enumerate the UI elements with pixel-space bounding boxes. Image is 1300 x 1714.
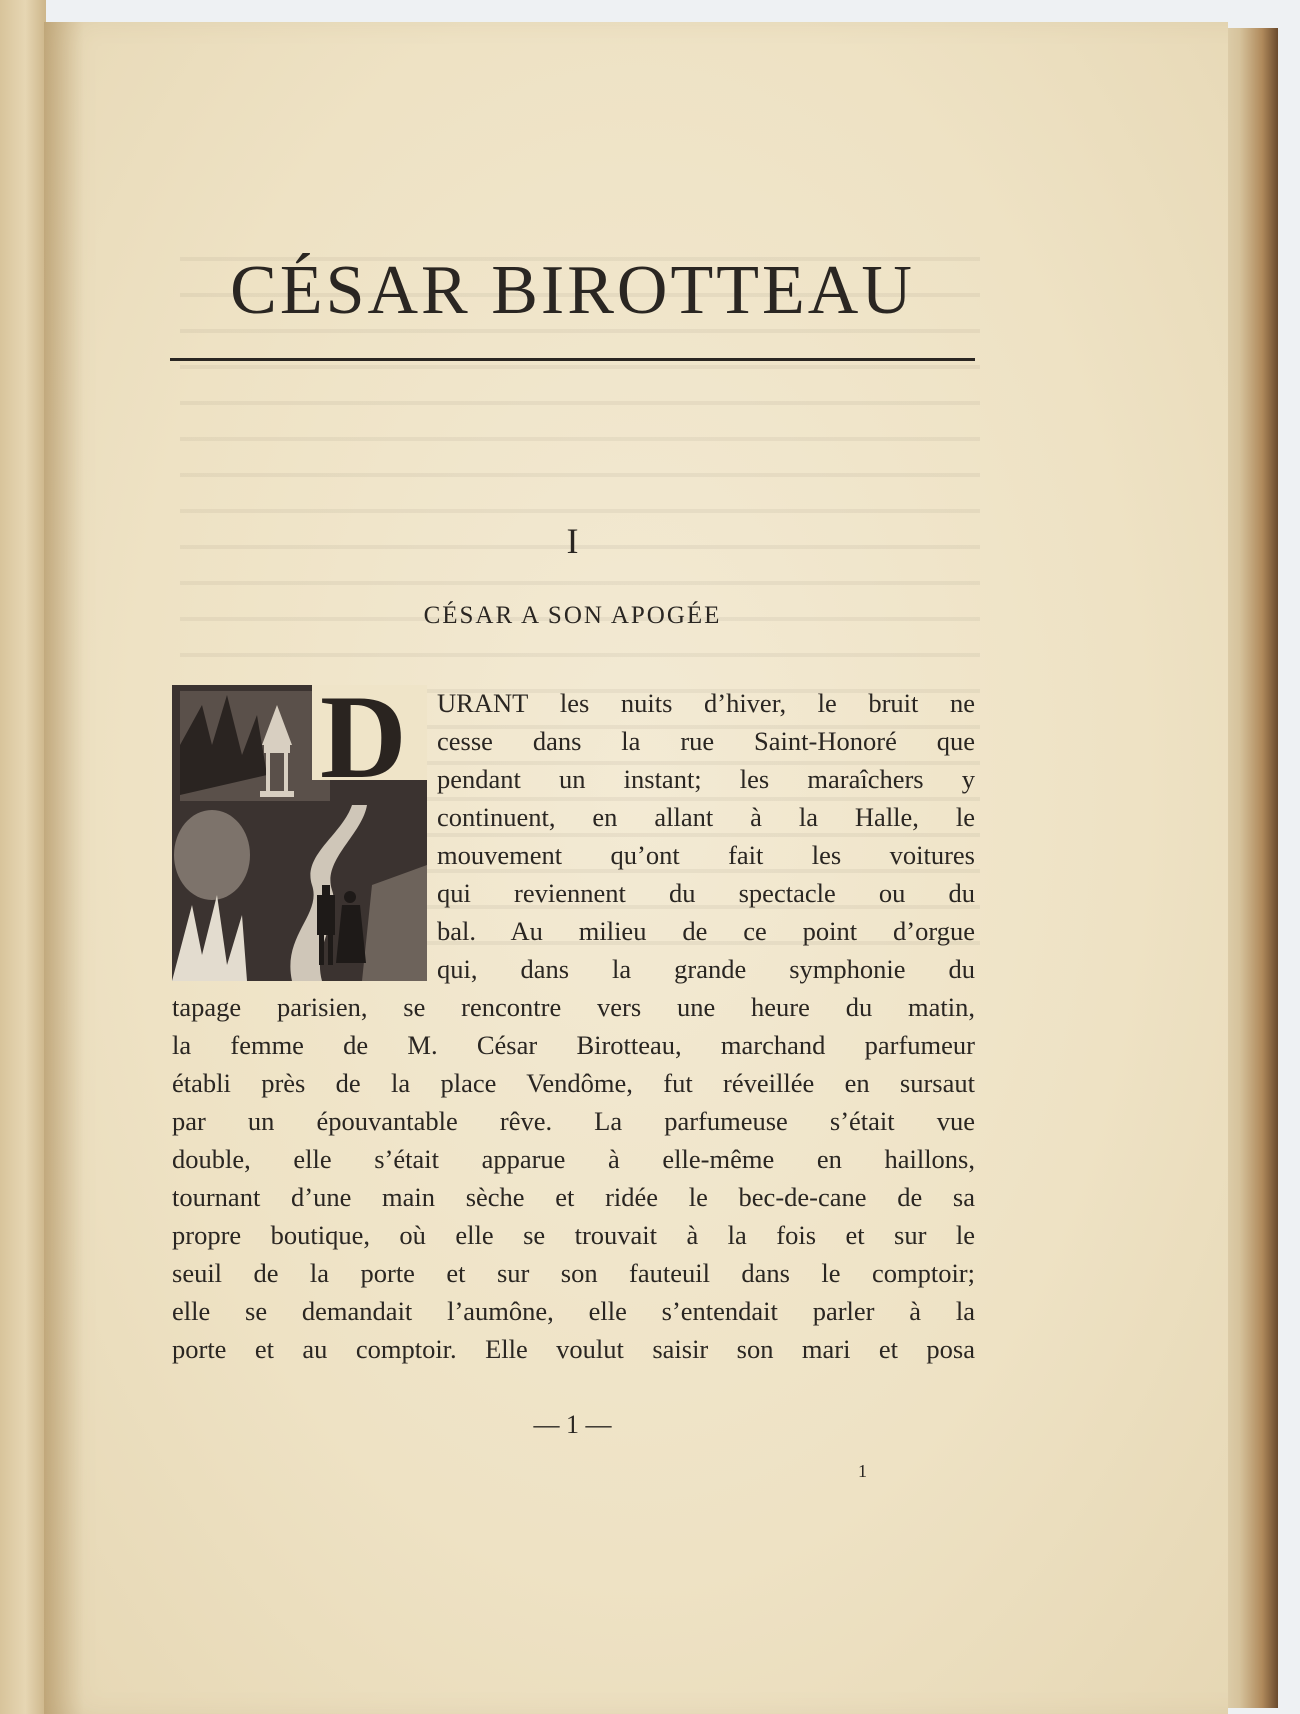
text-line-11: établi près de la place Vendôme, fut réveillée en sursaut xyxy=(172,1068,975,1098)
text-line-2: cesse dans la rue Saint-Honoré que xyxy=(437,726,975,756)
chapter-number: I xyxy=(566,521,579,561)
book-left-edge xyxy=(0,0,46,1714)
text-line-9: tapage parisien, se rencontre vers une heure du matin, xyxy=(172,992,975,1022)
chapter-title: CÉSAR A SON APOGÉE xyxy=(423,602,722,629)
drop-cap-illustration xyxy=(172,685,427,981)
text-line-10: la femme de M. César Birotteau, marchand parfumeur xyxy=(172,1030,975,1060)
signature-mark: 1 xyxy=(858,1461,867,1481)
text-line-8: qui, dans la grande symphonie du xyxy=(437,954,975,984)
text-line-13: double, elle s’était apparue à elle-même en haillons, xyxy=(172,1144,975,1174)
page-folio: — 1 — xyxy=(533,1410,612,1439)
page-gutter-shadow xyxy=(44,22,84,1714)
text-line-16: seuil de la porte et sur son fauteuil dans le comptoir; xyxy=(172,1258,975,1288)
drop-cap-letter: D xyxy=(320,685,407,803)
title-rule xyxy=(170,358,975,361)
first-word-small-caps: URANT xyxy=(437,688,529,718)
text-line-4: continuent, en allant à la Halle, le xyxy=(437,802,975,832)
book-title: CÉSAR BIROTTEAU xyxy=(230,252,915,329)
text-line-3: pendant un instant; les maraîchers y xyxy=(437,764,975,794)
text-line-17: elle se demandait l’aumône, elle s’entendait parler à la xyxy=(172,1296,975,1326)
text-line-14: tournant d’une main sèche et ridée le bec-de-cane de sa xyxy=(172,1182,975,1212)
text-line-7: bal. Au milieu de ce point d’orgue xyxy=(437,916,975,946)
text-line-1-rest: les nuits d’hiver, le bruit ne xyxy=(559,688,975,718)
text-line-18: porte et au comptoir. Elle voulut saisir son mari et posa xyxy=(172,1334,975,1364)
text-line-1 xyxy=(437,690,975,717)
text-line-12: par un épouvantable rêve. La parfumeuse s’était vue xyxy=(172,1106,975,1136)
text-line-15: propre boutique, où elle se trouvait à la fois et sur le xyxy=(172,1220,975,1250)
text-line-6: qui reviennent du spectacle ou du xyxy=(437,878,975,908)
text-line-5: mouvement qu’ont fait les voitures xyxy=(437,840,975,870)
